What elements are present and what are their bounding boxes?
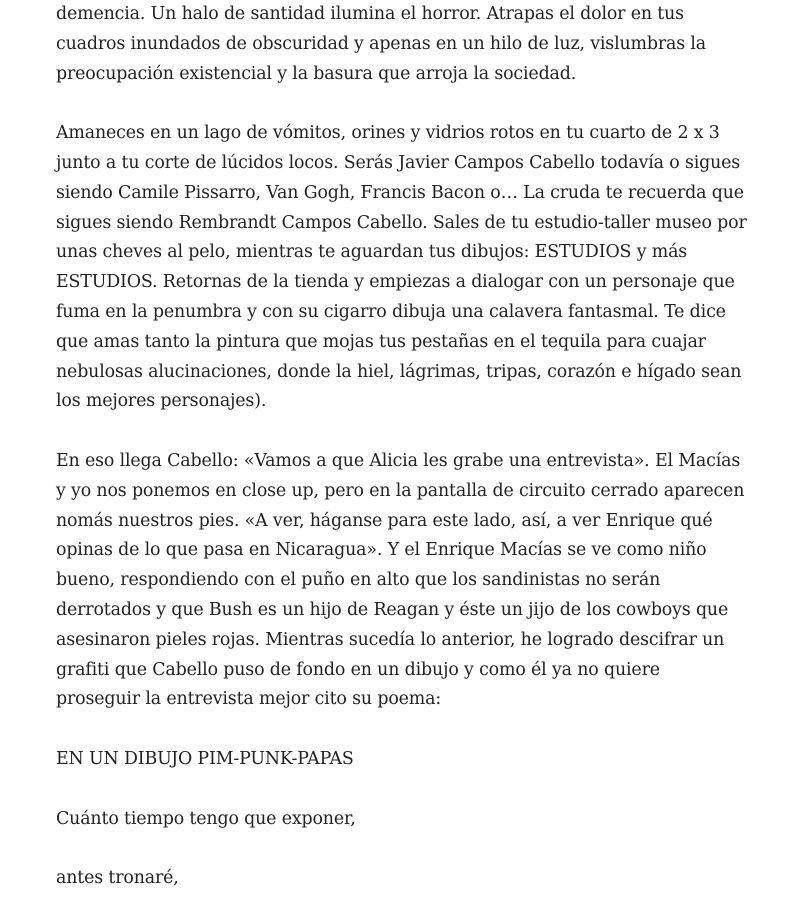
article-body [56, 0, 748, 924]
paragraph-entrevista: En eso llega Cabello: «Vamos a que Alicia les grabe una entrevista». El Macías y yo nos ponemos en close up, pero en la pantalla de circuito cerrado aparecen nomás nuestros pies. «A ver, háganse para este lado, así, a ver Enrique qué opinas de lo que pasa en Nicaragua». Y el Enrique Macías se ve como niño bueno, respondiendo con el puño en alto que los sandinistas no serán derrotados y que Bush es un hijo de Reagan y éste un jijo de los cowboys que asesinaron pieles rojas. Mientras sucedía lo anterior, he logrado descifrar un grafiti que Cabello puso de fondo en un dibujo y como él ya no quiere proseguir la entrevista mejor cito su poema: [56, 450, 745, 710]
poem-title: EN UN DIBUJO PIM-PUNK-PAPAS [56, 748, 354, 769]
poem-line-2: antes tronaré, [56, 868, 179, 889]
paragraph-amaneces: Amaneces en un lago de vómitos, orines y vidrios rotos en tu cuarto de 2 x 3 junto a tu corte de lúcidos locos. Serás Javier Campos Cabello todavía o sigues siendo Camile Pissarro, Van Gogh, Francis Bacon o… La cruda te recuerda que sigues siendo Rembrandt Campos Cabello. Sales de tu estudio-taller museo por unas cheves al pelo, mientras te aguardan tus dibujos: ESTUDIOS y más ESTUDIOS. Retornas de la tienda y empiezas a dialogar con un personaje que fuma en la penumbra y con su cigarro dibuja una calavera fantasmal. Te dice que amas tanto la pintura que mojas tus pestañas en el tequila para cuajar nebulosas alucinaciones, donde la hiel, lágrimas, tripas, corazón e hígado sean los mejores personajes). [56, 123, 747, 412]
paragraph-intro: demencia. Un halo de santidad ilumina el horror. Atrapas el dolor en tus cuadros inundados de obscuridad y apenas en un hilo de luz, vislumbras la preocupación existencial y la basura que arroja la sociedad. [56, 4, 707, 84]
poem-line-1: Cuánto tiempo tengo que exponer, [56, 808, 356, 829]
